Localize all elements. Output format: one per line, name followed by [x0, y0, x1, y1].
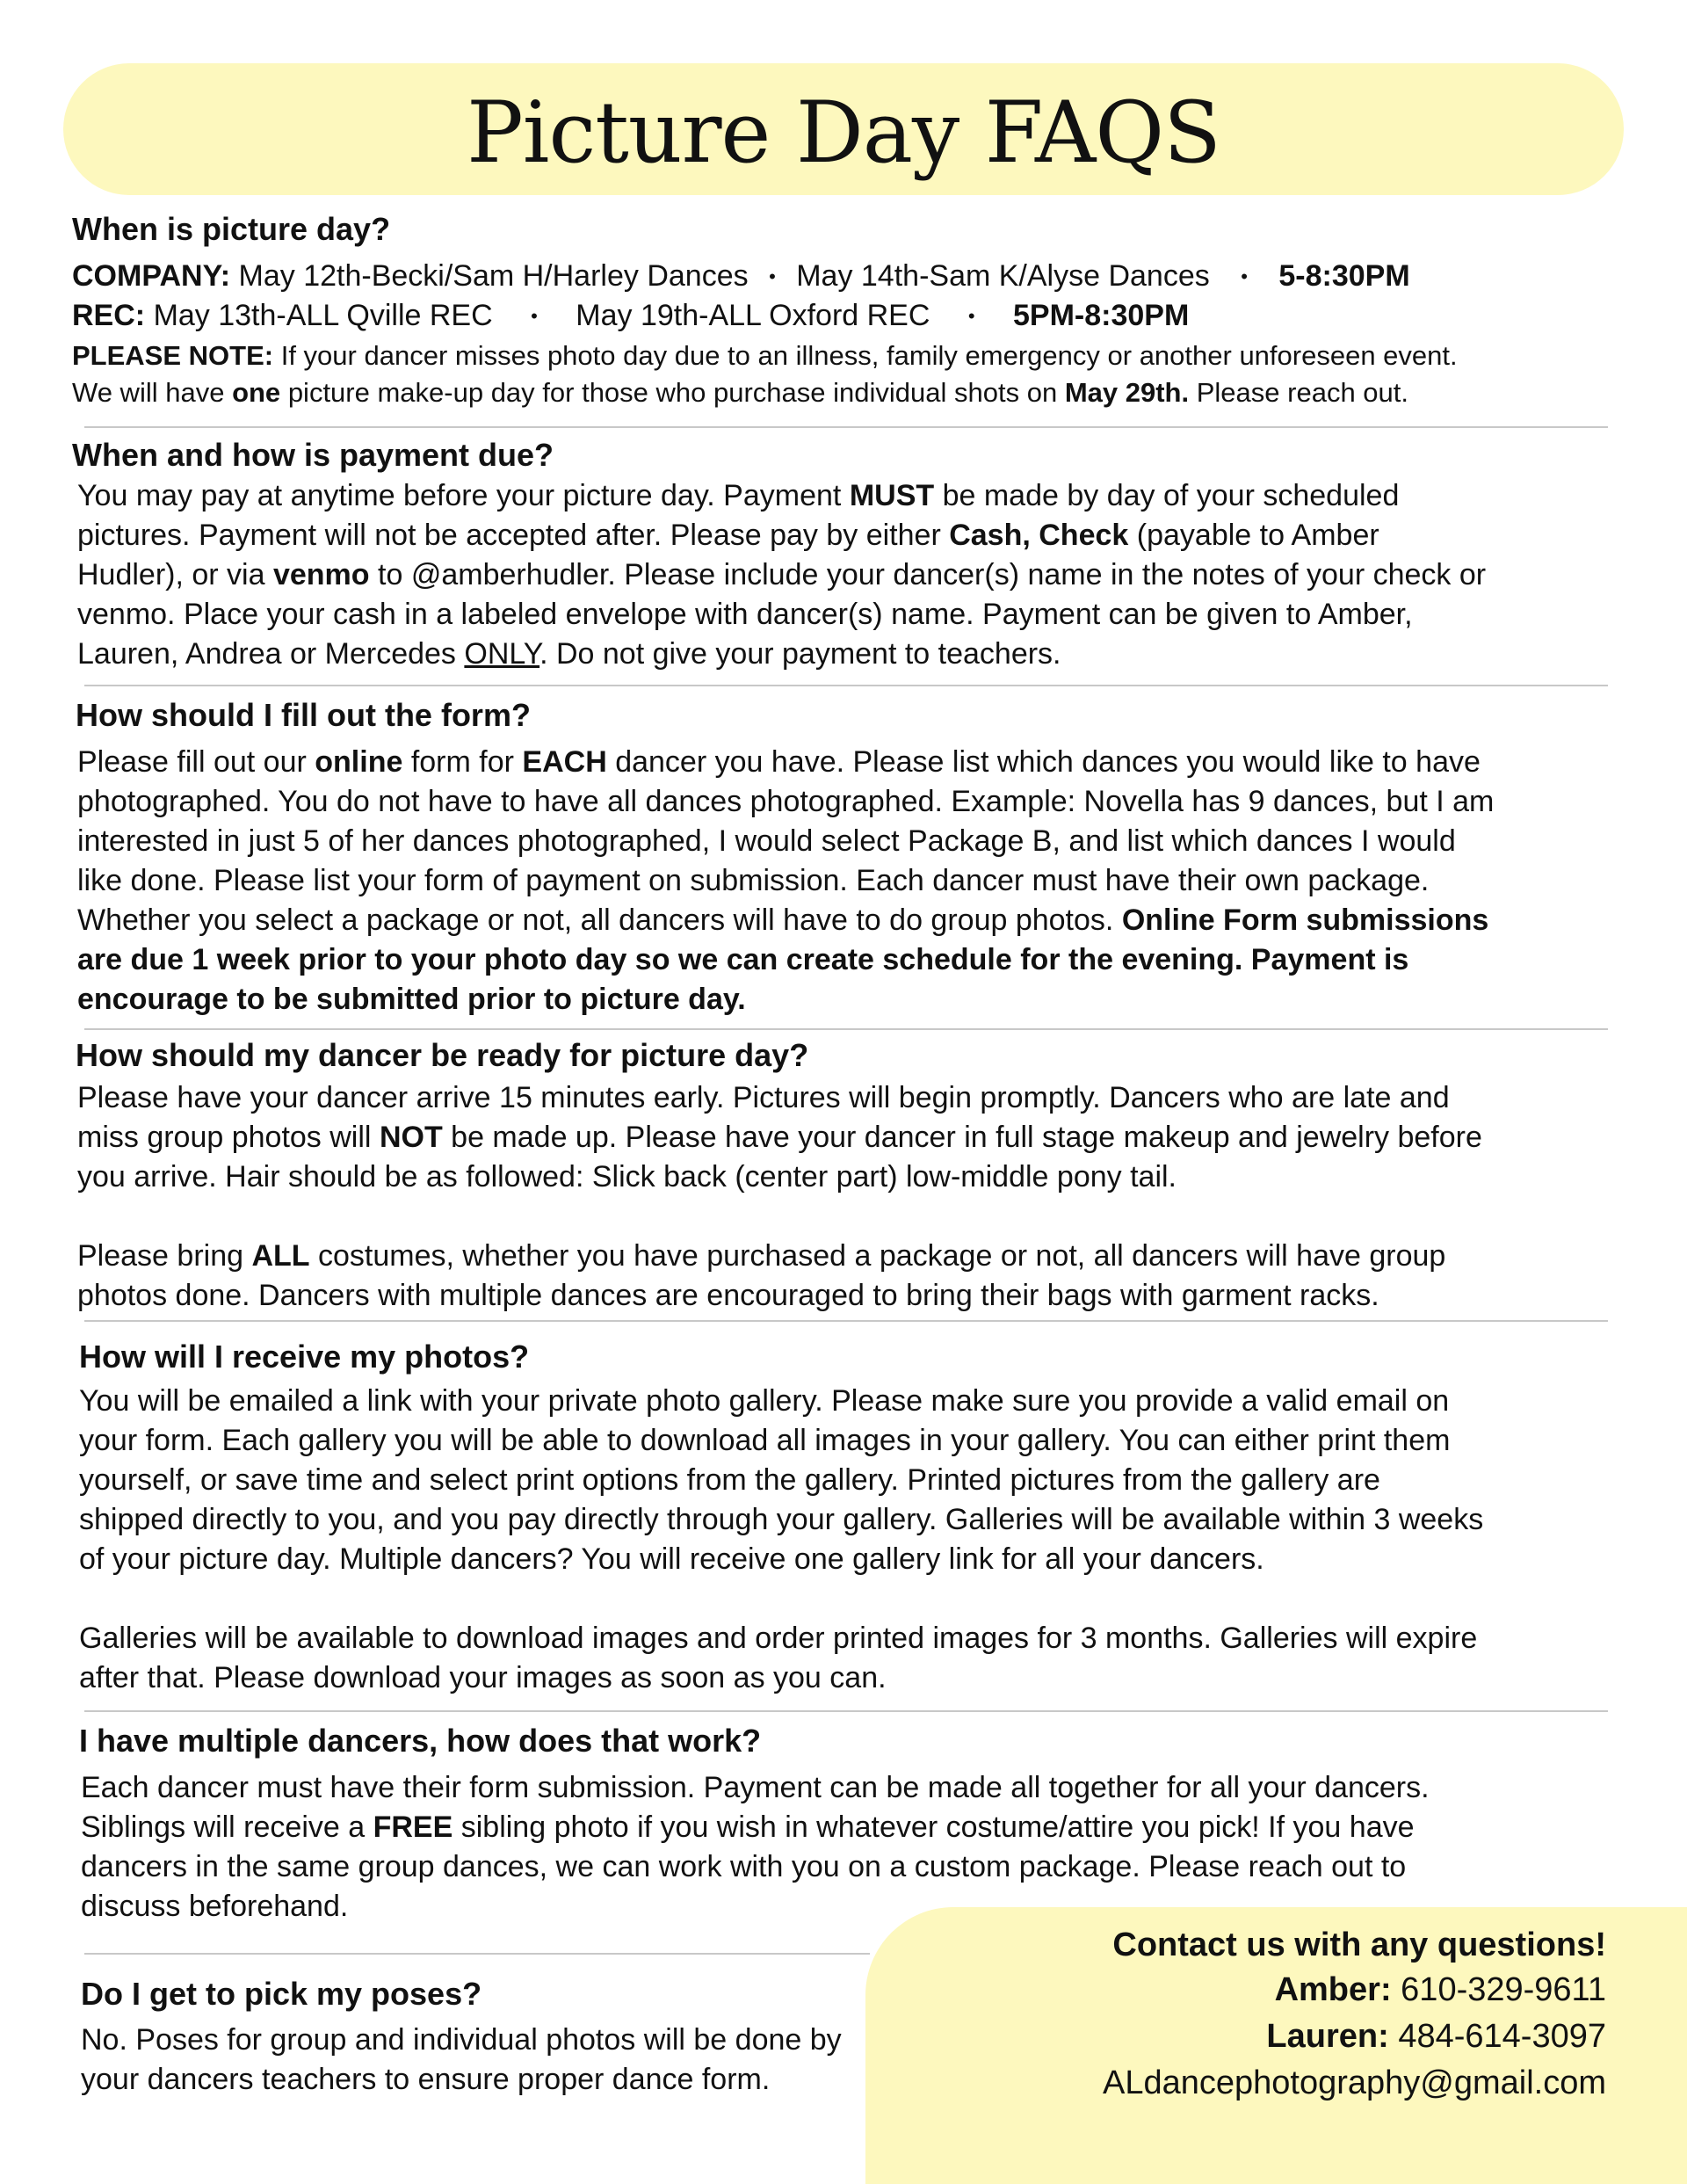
text: Hudler), or via — [77, 558, 265, 591]
contact-heading: Contact us with any questions! — [1112, 1926, 1606, 1963]
divider — [84, 426, 1608, 428]
text: . Do not give your payment to teachers. — [539, 637, 1061, 671]
emphasis: MUST — [849, 479, 935, 512]
bullet: • — [1241, 265, 1248, 287]
receive-line-7: after that. Please download your images as soon as you can. — [79, 1661, 887, 1694]
divider — [84, 1028, 1608, 1030]
note-text: Please reach out. — [1196, 377, 1408, 408]
emphasis: ALL — [251, 1239, 310, 1273]
receive-line-4: shipped directly to you, and you pay directly through your gallery. Galleries will be available within 3 weeks — [79, 1503, 1484, 1536]
text: pictures. Payment will not be accepted after. Please pay by either — [77, 519, 941, 552]
text: form for — [410, 745, 514, 779]
phone-link[interactable]: 484-614-3097 — [1398, 2018, 1606, 2055]
text: Please fill out our — [77, 745, 307, 779]
divider — [84, 1953, 870, 1955]
faq-heading-multiple: I have multiple dancers, how does that work? — [79, 1723, 762, 1759]
multiple-line-4: discuss beforehand. — [81, 1890, 349, 1923]
company-time: 5-8:30PM — [1278, 259, 1410, 293]
poses-line-1: No. Poses for group and individual photos will be done by — [81, 2023, 842, 2057]
text: be made up. Please have your dancer in full stage makeup and jewelry before — [451, 1121, 1482, 1154]
emphasis: NOT — [379, 1121, 443, 1154]
form-line-7: encourage to be submitted prior to picture day. — [77, 983, 746, 1016]
rec-schedule — [72, 299, 1189, 333]
form-line-5 — [77, 903, 1488, 938]
company-date-2: May 14th-Sam K/Alyse Dances — [796, 259, 1210, 293]
receive-line-2: your form. Each gallery you will be able to download all images in your gallery. You can either print them — [79, 1424, 1451, 1457]
note-emphasis: one — [232, 377, 281, 408]
faq-heading-receive: How will I receive my photos? — [79, 1339, 530, 1375]
form-line-3: interested in just 5 of her dances photographed, I would select Package B, and list which dances I would — [77, 824, 1456, 858]
note-label: PLEASE NOTE: — [72, 340, 274, 371]
form-line-6: are due 1 week prior to your photo day so we can create schedule for the evening. Payment is — [77, 943, 1409, 976]
payment-line-5 — [77, 637, 1061, 671]
payment-line-1 — [77, 479, 1399, 513]
company-date-1: May 12th-Becki/Sam H/Harley Dances — [238, 259, 749, 293]
makeup-date: May 29th. — [1064, 377, 1190, 408]
emphasis: online — [315, 745, 403, 779]
note-line-2 — [72, 377, 1408, 409]
multiple-line-2 — [81, 1810, 1415, 1845]
text: Siblings will receive a — [81, 1810, 366, 1844]
emphasis: Cash, Check — [949, 519, 1129, 552]
rec-time: 5PM-8:30PM — [1013, 299, 1190, 332]
faq-heading-poses: Do I get to pick my poses? — [81, 1976, 482, 2012]
payment-line-3 — [77, 558, 1486, 592]
company-label: COMPANY: — [72, 259, 231, 293]
divider — [84, 685, 1608, 686]
ready-line-5: photos done. Dancers with multiple dances are encouraged to bring their bags with garment racks. — [77, 1279, 1379, 1312]
multiple-line-1: Each dancer must have their form submission. Payment can be made all together for all your dancers. — [81, 1771, 1430, 1804]
title-banner — [63, 63, 1624, 195]
note-text: We will have — [72, 377, 225, 408]
receive-line-6: Galleries will be available to download images and order printed images for 3 months. Galleries will expire — [79, 1622, 1478, 1655]
note-text: picture make-up day for those who purchase individual shots on — [287, 377, 1058, 408]
text: dancer you have. Please list which dances you would like to have — [615, 745, 1481, 779]
faq-heading-picture-day: When is picture day? — [72, 211, 391, 247]
receive-line-1: You will be emailed a link with your private photo gallery. Please make sure you provide a valid email on — [79, 1384, 1450, 1418]
text: Whether you select a package or not, all dancers will have to do group photos. — [77, 903, 1114, 937]
note-text: If your dancer misses photo day due to an illness, family emergency or another unforeseen event. — [280, 340, 1458, 371]
bullet: • — [967, 305, 975, 327]
text: Lauren, Andrea or Mercedes — [77, 637, 456, 671]
text: costumes, whether you have purchased a package or not, all dancers will have group — [318, 1239, 1446, 1273]
note-line-1 — [72, 340, 1458, 372]
company-schedule — [72, 259, 1410, 294]
form-line-1 — [77, 745, 1481, 780]
text: You may pay at anytime before your picture day. Payment — [77, 479, 842, 512]
emphasis: venmo — [272, 558, 370, 591]
form-line-2: photographed. You do not have to have all dances photographed. Example: Novella has 9 dances, but I am — [77, 785, 1495, 818]
payment-line-2 — [77, 519, 1379, 553]
ready-line-4 — [77, 1239, 1445, 1273]
contact-name: Amber: — [1274, 1971, 1392, 2008]
receive-line-3: yourself, or save time and select print options from the gallery. Printed pictures from the gallery are — [79, 1463, 1380, 1497]
text: to @amberhudler. Please include your dancer(s) name in the notes of your check or — [378, 558, 1487, 591]
emphasis: EACH — [522, 745, 607, 779]
rec-date-1: May 13th-ALL Qville REC — [153, 299, 493, 332]
text: Please bring — [77, 1239, 244, 1273]
page-title: Picture Day FAQS — [467, 83, 1220, 182]
divider — [84, 1710, 1608, 1712]
contact-name: Lauren: — [1266, 2018, 1389, 2055]
contact-lauren — [1266, 2018, 1606, 2056]
contact-amber — [1275, 1971, 1606, 2009]
faq-heading-payment: When and how is payment due? — [72, 437, 554, 473]
ready-line-2 — [77, 1121, 1482, 1155]
faq-heading-form: How should I fill out the form? — [76, 697, 531, 733]
emphasis: Online Form submissions — [1121, 903, 1489, 937]
bullet: • — [769, 265, 776, 287]
poses-line-2: your dancers teachers to ensure proper dance form. — [81, 2063, 771, 2096]
divider — [84, 1320, 1608, 1322]
contact-email[interactable]: ALdancephotography@gmail.com — [1102, 2064, 1606, 2101]
payment-line-4: venmo. Place your cash in a labeled envelope with dancer(s) name. Payment can be given to Amber, — [77, 598, 1413, 631]
underlined-text: ONLY — [464, 637, 540, 671]
text: (payable to Amber — [1136, 519, 1379, 552]
phone-link[interactable]: 610-329-9611 — [1401, 1971, 1606, 2008]
form-line-4: like done. Please list your form of payment on submission. Each dancer must have their own package. — [77, 864, 1430, 897]
emphasis: FREE — [373, 1810, 453, 1844]
text: sibling photo if you wish in whatever costume/attire you pick! If you have — [460, 1810, 1415, 1844]
receive-line-5: of your picture day. Multiple dancers? You will receive one gallery link for all your dancers. — [79, 1542, 1264, 1576]
ready-line-1: Please have your dancer arrive 15 minutes early. Pictures will begin promptly. Dancers who are late and — [77, 1081, 1450, 1114]
bullet: • — [531, 305, 538, 327]
rec-date-2: May 19th-ALL Oxford REC — [576, 299, 930, 332]
ready-line-3: you arrive. Hair should be as followed: Slick back (center part) low-middle pony tail. — [77, 1160, 1177, 1194]
text: be made by day of your scheduled — [942, 479, 1400, 512]
text: miss group photos will — [77, 1121, 372, 1154]
faq-heading-ready: How should my dancer be ready for picture day? — [76, 1037, 809, 1073]
multiple-line-3: dancers in the same group dances, we can work with you on a custom package. Please reach out to — [81, 1850, 1407, 1883]
rec-label: REC: — [72, 299, 146, 332]
